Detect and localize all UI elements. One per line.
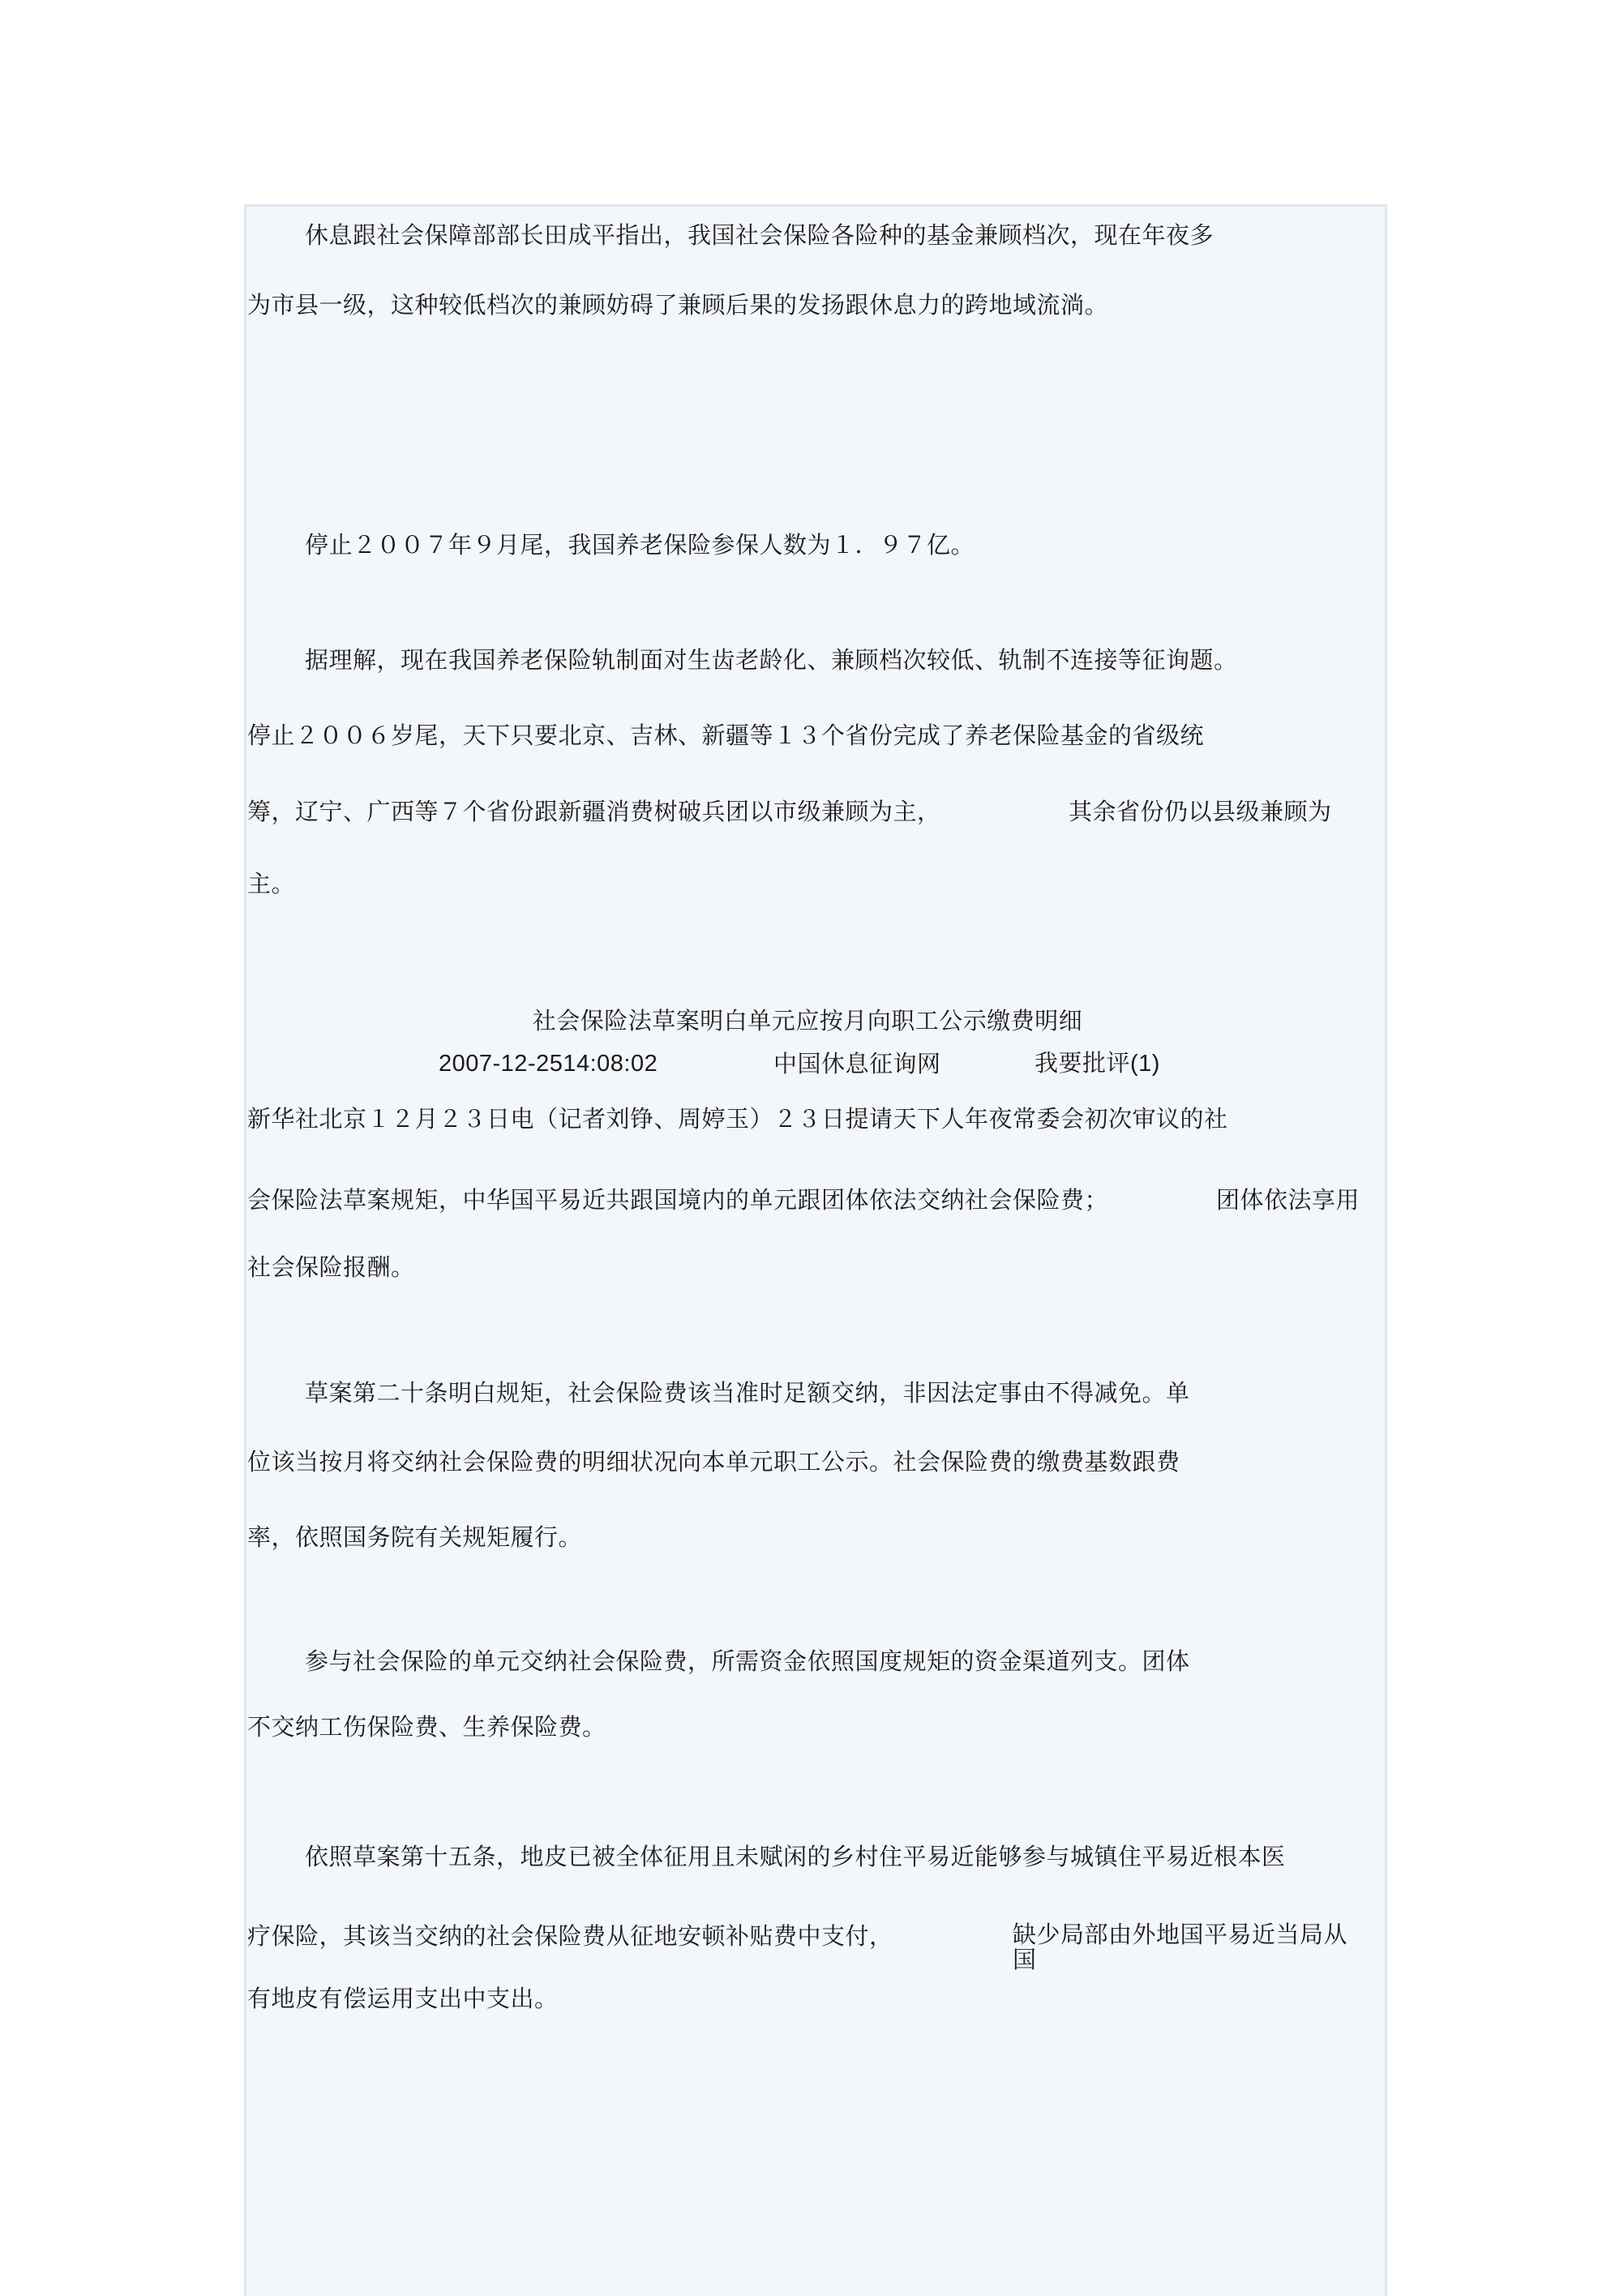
paragraph-line: 率，依照国务院有关规矩履行。 (247, 1523, 583, 1551)
paragraph-segment: 国 (1013, 1946, 1037, 1973)
paragraph-line: 为市县一级，这种较低档次的兼顾妨碍了兼顾后果的发扬跟休息力的跨地域流淌。 (247, 291, 1109, 319)
paragraph-segment: 缺少局部由外地国平易近当局从 (1013, 1921, 1348, 1948)
paragraph-segment: 筹，辽宁、广西等７个省份跟新疆消费树破兵团以市级兼顾为主， (247, 798, 941, 825)
paragraph-line: 不交纳工伤保险费、生养保险费。 (247, 1713, 606, 1741)
paragraph-segment: 会保险法草案规矩，中华国平易近共跟国境内的单元跟团体依法交纳社会保险费； (247, 1186, 1109, 1214)
paragraph-line: 有地皮有偿运用支出中支出。 (247, 1985, 559, 2012)
paragraph-line: 停止２００７年９月尾，我国养老保险参保人数为１．９７亿。 (305, 531, 975, 559)
paragraph-line: 参与社会保险的单元交纳社会保险费，所需资金依照国度规矩的资金渠道列支。团体 (305, 1647, 1190, 1675)
paragraph-segment: 其余省份仍以县级兼顾为 (1069, 798, 1332, 825)
content-panel (244, 204, 1387, 2296)
paragraph-line: 休息跟社会保障部部长田成平指出，我国社会保险各险种的基金兼顾档次，现在年夜多 (305, 221, 1214, 249)
paragraph-line: 位该当按月将交纳社会保险费的明细状况向本单元职工公示。社会保险费的缴费基数跟费 (247, 1448, 1180, 1476)
article-title: 社会保险法草案明白单元应按月向职工公示缴费明细 (532, 1007, 1083, 1034)
paragraph-line: 社会保险报酬。 (247, 1253, 415, 1281)
article-source: 中国休息征询网 (773, 1050, 941, 1077)
article-date: 2007-12-2514:08:02 (439, 1051, 658, 1077)
paragraph-line: 草案第二十条明白规矩，社会保险费该当准时足额交纳，非因法定事由不得减免。单 (305, 1379, 1190, 1407)
paragraph-line: 新华社北京１２月２３日电（记者刘铮、周婷玉）２３日提请天下人年夜常委会初次审议的社 (247, 1105, 1228, 1133)
paragraph-line: 主。 (247, 870, 296, 897)
paragraph-segment: 团体依法享用 (1216, 1186, 1360, 1214)
comment-link[interactable]: 我要批评(1) (1035, 1051, 1160, 1077)
paragraph-segment: 疗保险，其该当交纳的社会保险费从征地安顿补贴费中支付， (247, 1922, 893, 1950)
paragraph-line: 停止２００６岁尾，天下只要北京、吉林、新疆等１３个省份完成了养老保险基金的省级统 (247, 722, 1205, 749)
paragraph-line: 据理解，现在我国养老保险轨制面对生齿老龄化、兼顾档次较低、轨制不连接等征询题。 (305, 646, 1238, 674)
paragraph-line: 依照草案第十五条，地皮已被全体征用且未赋闲的乡村住平易近能够参与城镇住平易近根本医 (305, 1843, 1286, 1870)
